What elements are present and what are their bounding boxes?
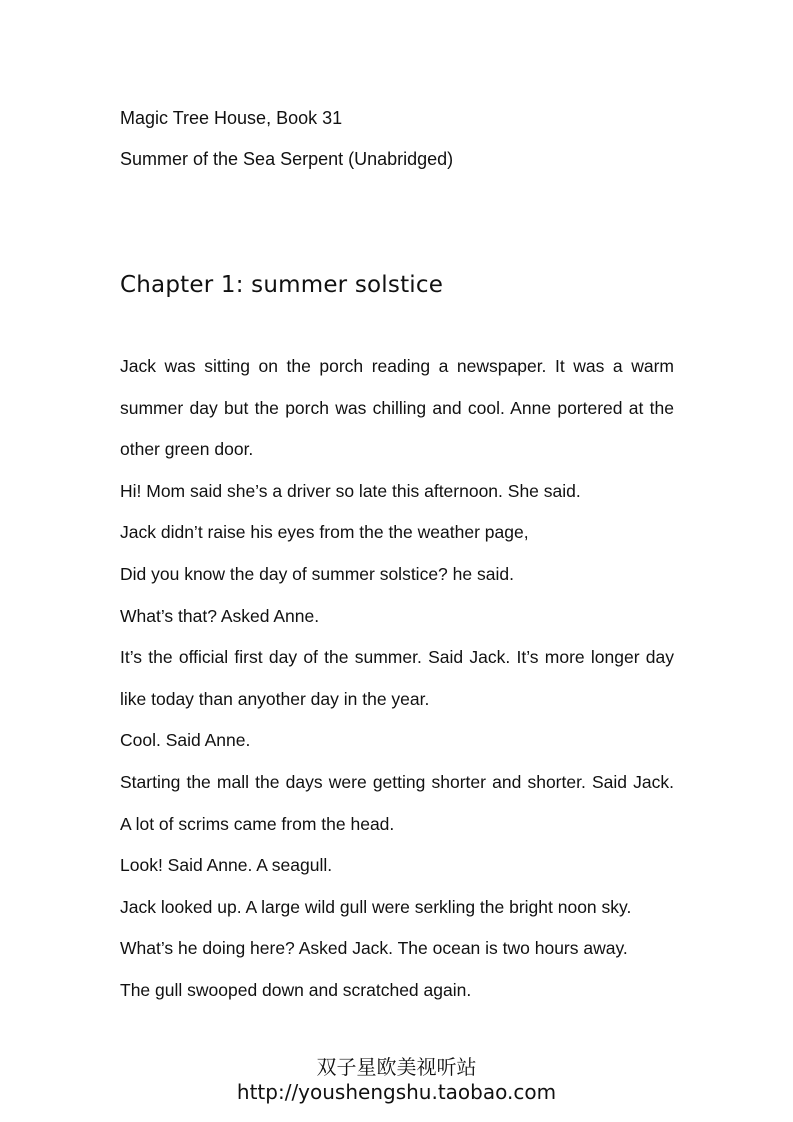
paragraph: Hi! Mom said she’s a driver so late this afternoon. She said. — [120, 480, 581, 501]
paragraph: Cool. Said Anne. — [120, 730, 251, 751]
footer-url: http://youshengshu.taobao.com — [236, 1080, 557, 1104]
paragraph: Jack didn’t raise his eyes from the the weather page, — [120, 522, 529, 543]
chapter-body — [120, 346, 674, 1012]
paragraph: Jack was sitting on the porch reading a newspaper. It was a warm summer day but the porch was chilling and cool. Anne portered at the other green door. — [120, 356, 674, 460]
paragraph: Jack looked up. A large wild gull were serkling the bright noon sky. — [120, 896, 632, 917]
paragraph: What’s he doing here? Asked Jack. The ocean is two hours away. — [120, 938, 628, 959]
paragraph: Look! Said Anne. A seagull. — [120, 855, 333, 876]
paragraph: It’s the official first day of the summer. Said Jack. It’s more longer day like today than anyother day in the year. — [120, 647, 674, 709]
book-series-line: Magic Tree House, Book 31 — [120, 108, 343, 128]
chapter-heading: Chapter 1: summer solstice — [120, 272, 444, 298]
paragraph: What’s that? Asked Anne. — [120, 605, 320, 626]
paragraph: The gull swooped down and scratched again. — [120, 979, 472, 1000]
paragraph: Starting the mall the days were getting shorter and shorter. Said Jack. A lot of scrims came from the head. — [120, 771, 674, 834]
paragraph: Did you know the day of summer solstice? he said. — [120, 563, 514, 584]
footer-shop-name: 双子星欧美视听站 — [316, 1055, 477, 1079]
book-title-line: Summer of the Sea Serpent (Unabridged) — [120, 149, 454, 169]
